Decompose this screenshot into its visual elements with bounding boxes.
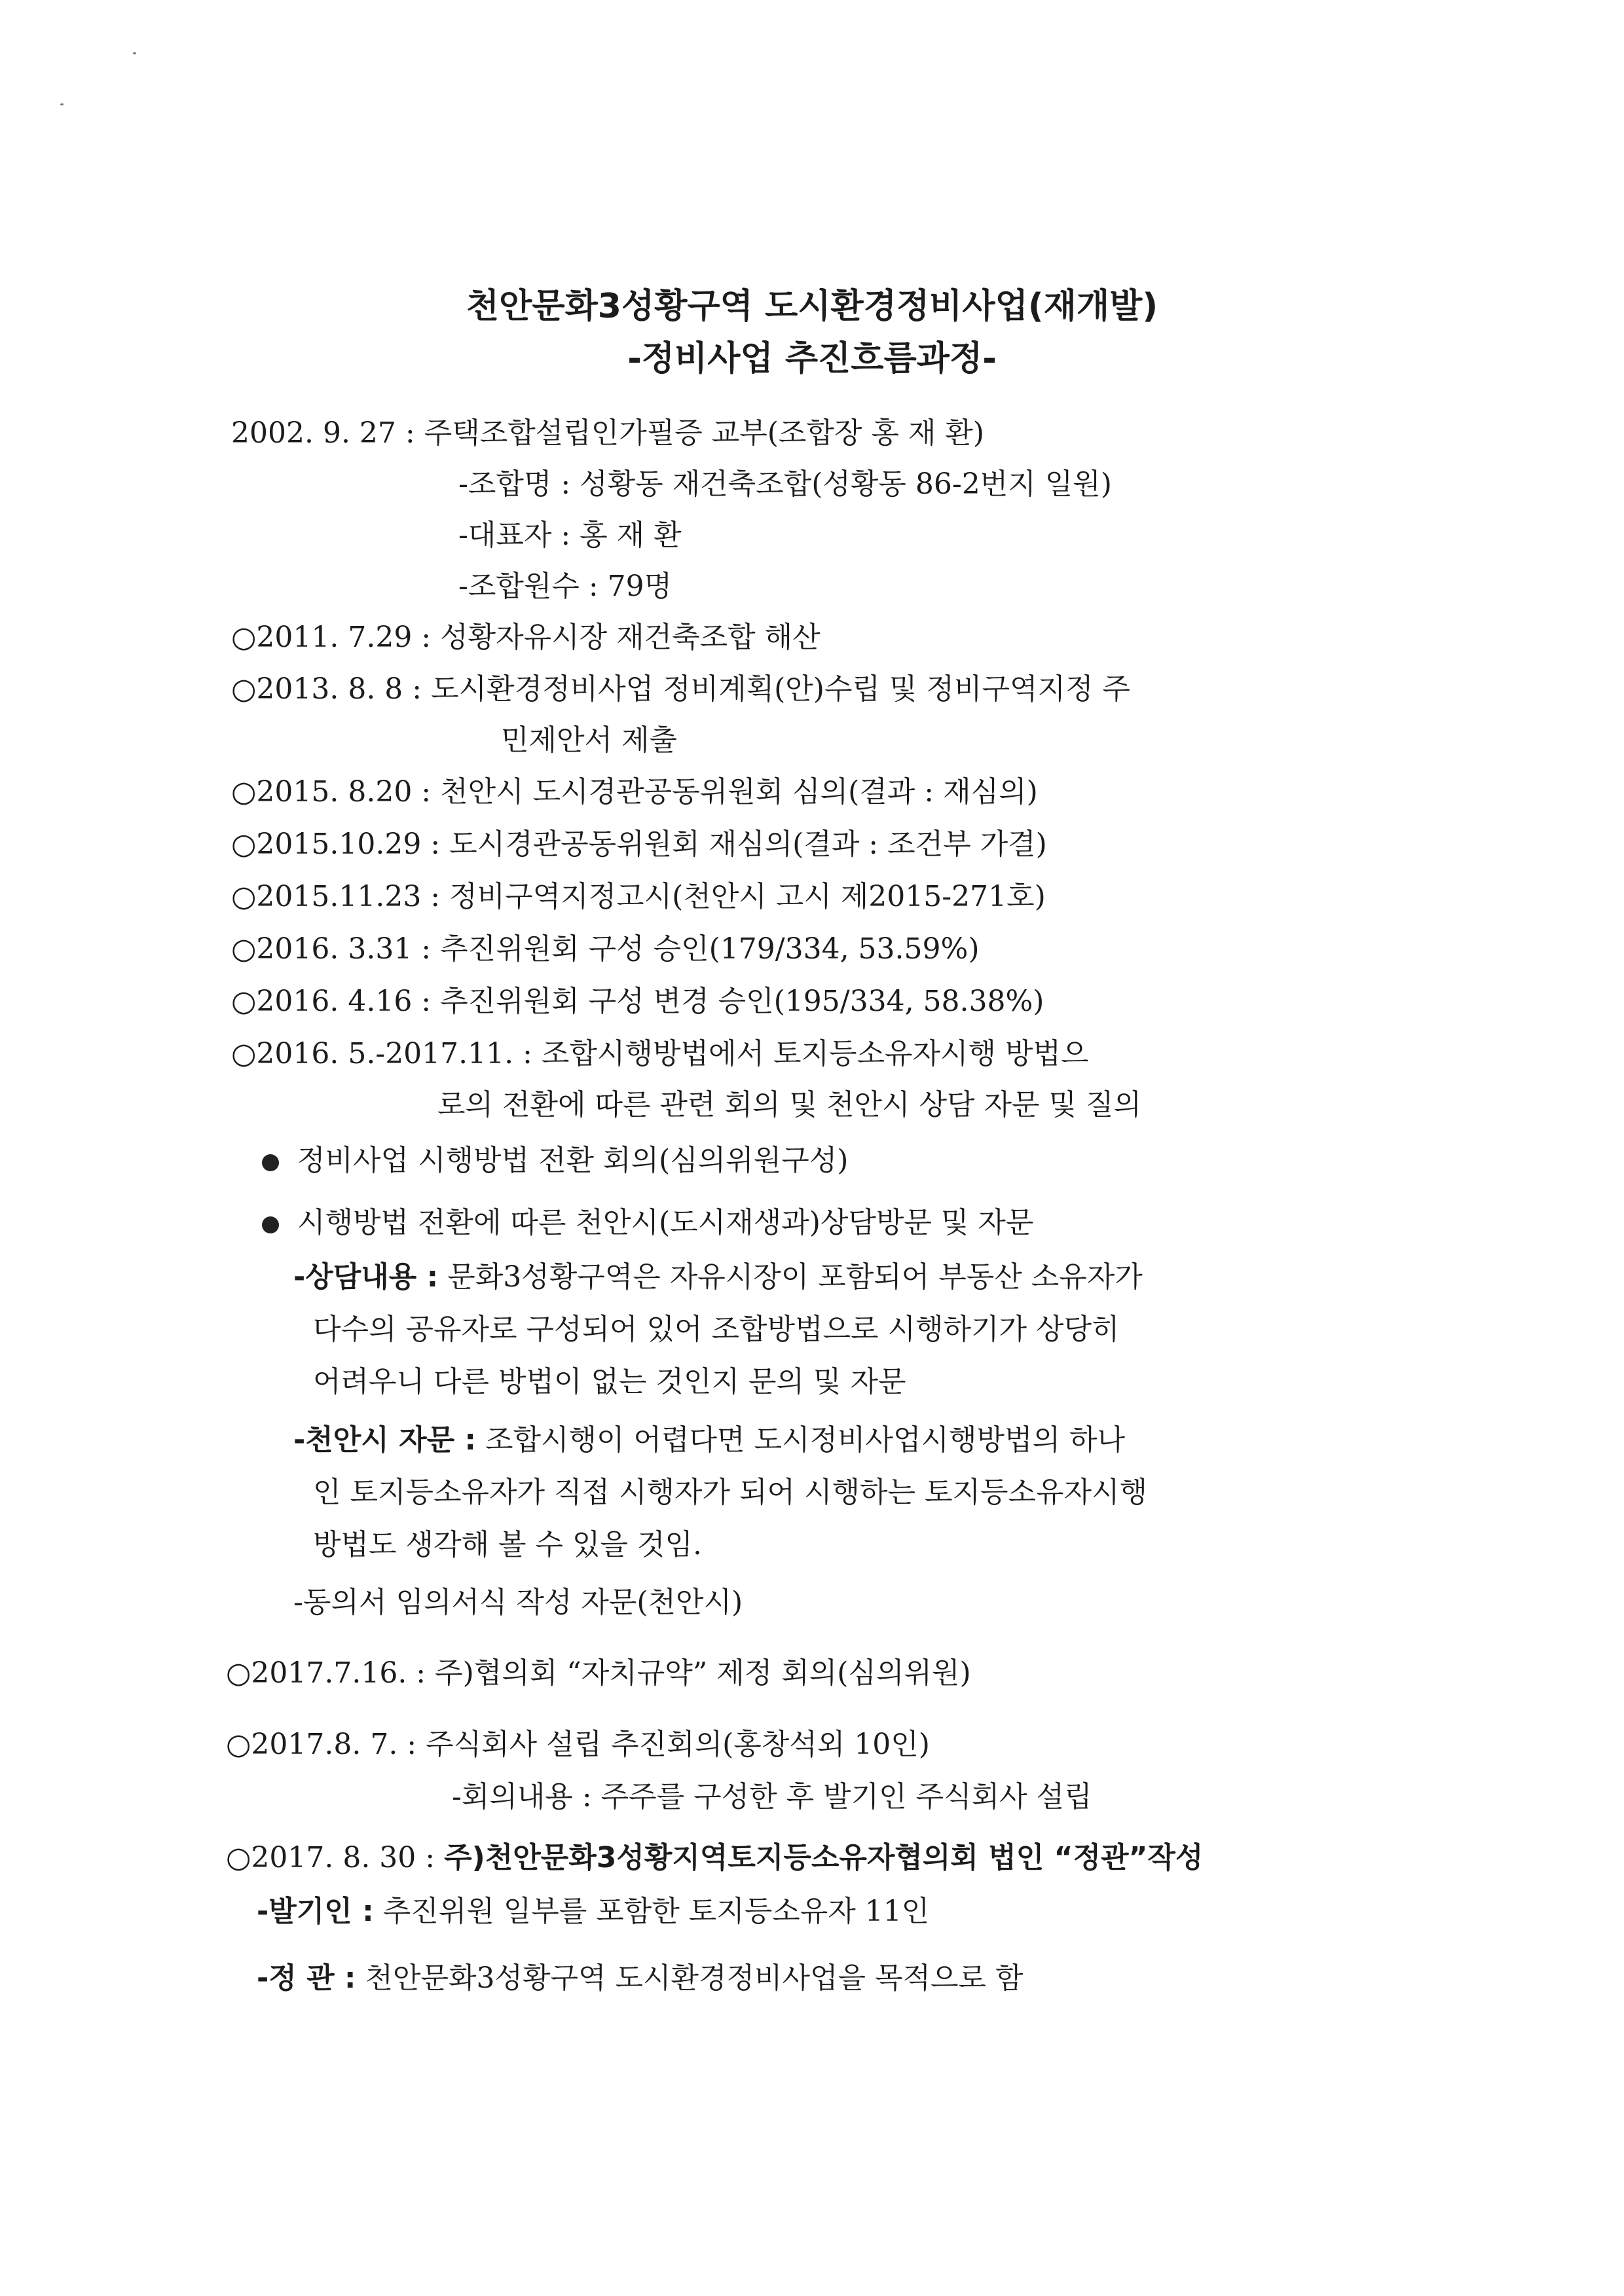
consult-line1 (293, 1258, 1143, 1297)
entry-2017-08-07-detail: -회의내용 : 주주를 구성한 후 발기인 주식회사 설립 (452, 1780, 1092, 1813)
bullet-text: 시행방법 전환에 따른 천안시(도시재생과)상담방문 및 자문 (297, 1206, 1034, 1239)
scan-speck (60, 103, 64, 105)
advice-line1 (293, 1421, 1125, 1460)
entry-2013-text: ○2013. 8. 8 : 도시환경정비사업 정비계획(안)수립 및 정비구역지정 주 (231, 672, 1130, 706)
advice-text: 조합시행이 어렵다면 도시정비사업시행방법의 하나 (485, 1423, 1126, 1457)
document-subtitle: -정비사업 추진흐름과정- (627, 339, 997, 378)
entry-2017-08-30 (226, 1838, 1203, 1878)
advice-line2: 인 토지등소유자가 직접 시행자가 되어 시행하는 토지등소유자시행 (313, 1476, 1148, 1509)
entry-2002-union-name: -조합명 : 성황동 재건축조합(성황동 86-2번지 일원) (458, 467, 1112, 501)
consent-form-advice: -동의서 임의서식 작성 자문(천안시) (293, 1586, 743, 1619)
charter-line (257, 1959, 1024, 1998)
entry-2002-representative: -대표자 : 홍 재 환 (458, 519, 682, 552)
advice-label: -천안시 자문 : (293, 1423, 477, 1457)
document-title: 천안문화3성황구역 도시환경정비사업(재개발) (466, 287, 1158, 326)
entry-2002-member-count: -조합원수 : 79명 (458, 570, 673, 603)
entry-2002-date-line: 2002. 9. 27 : 주택조합설립인가필증 교부(조합장 홍 재 환) (231, 416, 985, 450)
consult-line2: 다수의 공유자로 구성되어 있어 조합방법으로 시행하기가 상당히 (313, 1313, 1120, 1346)
bullet-text: 정비사업 시행방법 전환 회의(심의위원구성) (297, 1144, 849, 1177)
entry-2017-07: ○2017.7.16. : 주)협의회 “자치규약” 제정 회의(심의위원) (226, 1656, 971, 1690)
bullet-item-2 (262, 1203, 1033, 1243)
charter-label: -정 관 : (257, 1961, 356, 1995)
founder-text: 추진위원 일부를 포함한 토지등소유자 11인 (382, 1895, 930, 1928)
consult-text: 문화3성황구역은 자유시장이 포함되어 부동산 소유자가 (447, 1260, 1143, 1294)
charter-text: 천안문화3성황구역 도시환경정비사업을 목적으로 함 (365, 1961, 1024, 1995)
entry-2015-11: ○2015.11.23 : 정비구역지정고시(천안시 고시 제2015-271호) (231, 880, 1046, 913)
entry-2016-03: ○2016. 3.31 : 추진위원회 구성 승인(179/334, 53.59%) (231, 932, 980, 966)
entry-2011: ○2011. 7.29 : 성황자유시장 재건축조합 해산 (231, 621, 821, 654)
entry-2015-08: ○2015. 8.20 : 천안시 도시경관공동위원회 심의(결과 : 재심의) (231, 775, 1038, 809)
bullet-icon (262, 1216, 279, 1233)
entry-2016-04: ○2016. 4.16 : 추진위원회 구성 변경 승인(195/334, 58.38%) (231, 985, 1044, 1018)
entry-2013-line1 (231, 670, 1395, 709)
entry-2017-08-30-text: 주)천안문화3성황지역토지등소유자협의회 법인 “정관”작성 (444, 1841, 1204, 1874)
founder-line (257, 1892, 929, 1931)
consult-label: -상담내용 : (293, 1260, 439, 1294)
entry-2015-10: ○2015.10.29 : 도시경관공동위원회 재심의(결과 : 조건부 가결) (231, 828, 1047, 861)
entry-2017-08-30-date: ○2017. 8. 30 : (226, 1841, 435, 1874)
scan-speck (133, 52, 136, 54)
entry-2016-2017-line1: ○2016. 5.-2017.11. : 조합시행방법에서 토지등소유자시행 방법으 (231, 1037, 1089, 1070)
entry-2013-line2: 민제안서 제출 (501, 723, 678, 757)
bullet-item-1 (262, 1141, 848, 1180)
consult-line3: 어려우니 다른 방법이 없는 것인지 문의 및 자문 (313, 1365, 906, 1398)
bullet-icon (262, 1154, 279, 1171)
entry-2017-08-07: ○2017.8. 7. : 주식회사 설립 추진회의(홍창석외 10인) (226, 1728, 930, 1761)
founder-label: -발기인 : (257, 1895, 374, 1928)
entry-2016-2017-line2: 로의 전환에 따른 관련 회의 및 천안시 상담 자문 및 질의 (437, 1088, 1141, 1121)
advice-line3: 방법도 생각해 볼 수 있을 것임. (313, 1528, 702, 1561)
